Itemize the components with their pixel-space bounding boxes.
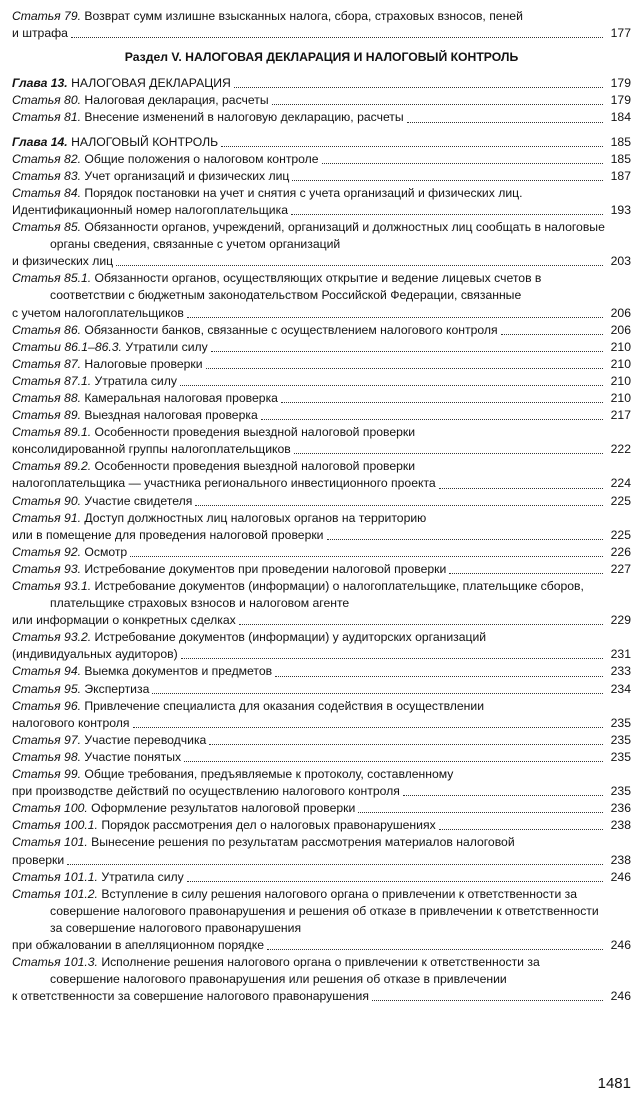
dot-leader: [195, 505, 603, 506]
toc-article-entry[interactable]: [12, 629, 631, 663]
entry-title-end: Общие положения о налоговом контроле: [81, 151, 319, 166]
entry-title-end: Утратили силу: [121, 339, 208, 354]
entry-page-number: 185: [610, 134, 631, 149]
entry-number: Статья 82.: [12, 151, 81, 166]
entry-title-end: (индивидуальных аудиторов): [12, 647, 178, 662]
entry-title: Исполнение решения налогового органа о привлечении к ответственности за совершение налогового правонарушения или решения об отказе в привлечении: [50, 955, 540, 987]
toc-article-entry[interactable]: [12, 109, 631, 126]
entry-page-number: 177: [610, 26, 631, 41]
entry-number: Статья 92.: [12, 544, 81, 559]
entry-number: Статья 93.1.: [12, 579, 92, 593]
entry-title-end: налогового контроля: [12, 715, 130, 730]
entry-title: Доступ должностных лиц налоговых органов на территорию: [81, 510, 427, 525]
dot-leader: [275, 676, 603, 677]
entry-page-number: 234: [610, 681, 631, 696]
dot-leader: [439, 488, 603, 489]
dot-leader: [181, 658, 603, 659]
section-heading: Раздел V. НАЛОГОВАЯ ДЕКЛАРАЦИЯ И НАЛОГОВЫЙ КОНТРОЛЬ: [124, 50, 519, 65]
page-number: 1481: [597, 1075, 631, 1092]
toc-article-entry[interactable]: [12, 510, 631, 544]
entry-page-number: 233: [610, 664, 631, 679]
dot-leader: [358, 812, 603, 813]
dot-leader: [206, 368, 603, 369]
toc-article-entry[interactable]: [12, 219, 631, 270]
toc-article-entry[interactable]: [12, 886, 631, 954]
entry-number: Глава 14.: [12, 134, 68, 149]
entry-number: Статья 89.2.: [12, 459, 92, 474]
dot-leader: [407, 122, 603, 123]
dot-leader: [234, 87, 603, 88]
entry-page-number: 229: [610, 613, 631, 628]
dot-leader: [187, 881, 603, 882]
dot-leader: [180, 385, 603, 386]
entry-number: Статья 98.: [12, 749, 81, 764]
dot-leader: [152, 693, 603, 694]
entry-title-end: к ответственности за совершение налогового правонарушения: [12, 989, 369, 1004]
dot-leader: [322, 163, 603, 164]
entry-page-number: 206: [610, 305, 631, 320]
toc-article-entry[interactable]: [12, 322, 631, 339]
entry-page-number: 179: [610, 76, 631, 91]
entry-title-end: Оформление результатов налоговой проверки: [87, 801, 356, 816]
entry-title: Обязанности органов, осуществляющих открытие и ведение лицевых счетов в соответствии с бюджетным законодательством Российской Федерации, связанные: [50, 271, 542, 303]
entry-number: Статья 83.: [12, 168, 81, 183]
toc-article-entry[interactable]: [12, 339, 631, 356]
toc-article-entry[interactable]: [12, 954, 631, 1005]
entry-number: Статья 101.: [12, 835, 88, 850]
dot-leader: [403, 795, 603, 796]
toc-article-entry[interactable]: [12, 493, 631, 510]
entry-number: Глава 13.: [12, 76, 68, 91]
entry-page-number: 235: [610, 749, 631, 764]
toc-chapter-entry[interactable]: [12, 134, 631, 151]
dot-leader: [221, 146, 603, 147]
entry-number: Статья 89.1.: [12, 425, 92, 440]
entry-title-end: Выездная налоговая проверка: [81, 408, 258, 423]
entry-title-end: Учет организаций и физических лиц: [81, 168, 290, 183]
entry-title-end: проверки: [12, 852, 65, 867]
entry-title-end: и физических лиц: [12, 254, 114, 269]
entry-title: Вступление в силу решения налогового органа о привлечении к ответственности за совершение налогового правонарушения и решения об отказе в привлечении к ответственности за совершение налогового правонарушения: [50, 886, 599, 935]
dot-leader: [272, 104, 603, 105]
entry-page-number: 235: [610, 715, 631, 730]
entry-number: Статья 101.1.: [12, 869, 98, 884]
entry-number: Статья 85.1.: [12, 271, 92, 286]
toc-article-entry[interactable]: [12, 185, 631, 219]
dot-leader: [267, 949, 603, 950]
entry-title-end: Экспертиза: [81, 681, 150, 696]
toc-article-entry[interactable]: [12, 578, 631, 629]
entry-number: Статья 87.1.: [12, 373, 92, 388]
entry-title-end: консолидированной группы налогоплательщиков: [12, 442, 291, 457]
entry-title-end: или в помещение для проведения налоговой проверки: [12, 527, 324, 542]
entry-page-number: 210: [610, 373, 631, 388]
entry-page-number: 235: [610, 732, 631, 747]
entry-title-end: Участие переводчика: [81, 732, 207, 747]
entry-page-number: 238: [610, 852, 631, 867]
entry-title-end: Налоговая декларация, расчеты: [81, 93, 269, 108]
dot-leader: [239, 624, 603, 625]
entry-title: Обязанности органов, учреждений, организаций и должностных лиц сообщать в налоговые органы сведения, связанные с учетом организаций: [50, 220, 605, 252]
entry-title-end: налогоплательщика — участника регионального инвестиционного проекта: [12, 476, 436, 491]
toc-article-entry[interactable]: [12, 424, 631, 458]
entry-page-number: 235: [610, 784, 631, 799]
entry-title-end: и штрафа: [12, 26, 68, 41]
toc-article-entry[interactable]: [12, 8, 631, 42]
entry-number: Статья 93.2.: [12, 630, 92, 645]
toc-article-entry[interactable]: [12, 356, 631, 373]
entry-number: Статья 91.: [12, 510, 81, 525]
entry-page-number: 203: [610, 254, 631, 269]
entry-number: Статья 93.: [12, 561, 81, 576]
entry-title-end: Налоговые проверки: [81, 356, 203, 371]
toc-chapter-entry[interactable]: [12, 75, 631, 92]
entry-page-number: 210: [610, 356, 631, 371]
dot-leader: [294, 453, 603, 454]
entry-page-number: 236: [610, 801, 631, 816]
toc-article-entry[interactable]: [12, 458, 631, 492]
entry-title: Особенности проведения выездной налоговой проверки: [91, 459, 416, 474]
entry-page-number: 193: [610, 202, 631, 217]
toc-article-entry[interactable]: [12, 561, 631, 578]
entry-title-end: Утратила силу: [97, 869, 184, 884]
table-of-contents: [12, 8, 631, 1005]
entry-page-number: 224: [610, 476, 631, 491]
toc-article-entry[interactable]: [12, 663, 631, 680]
dot-leader: [292, 180, 603, 181]
entry-title-end: Истребование документов при проведении налоговой проверки: [81, 561, 447, 576]
entry-title-end: Идентификационный номер налогоплательщика: [12, 202, 288, 217]
entry-number: Статья 79.: [12, 9, 81, 23]
entry-number: Статья 86.: [12, 322, 81, 337]
entry-number: Статья 95.: [12, 681, 81, 696]
entry-page-number: 231: [610, 647, 631, 662]
dot-leader: [187, 317, 603, 318]
toc-article-entry[interactable]: [12, 373, 631, 390]
toc-article-entry[interactable]: [12, 800, 631, 817]
entry-title-end: с учетом налогоплательщиков: [12, 305, 184, 320]
entry-page-number: 210: [610, 339, 631, 354]
entry-page-number: 217: [610, 408, 631, 423]
entry-title: Общие требования, предъявляемые к протоколу, составленному: [81, 767, 454, 782]
entry-title-end: Камеральная налоговая проверка: [81, 390, 278, 405]
toc-article-entry[interactable]: [12, 270, 631, 321]
toc-article-entry[interactable]: [12, 168, 631, 185]
dot-leader: [211, 351, 603, 352]
entry-title: Вынесение решения по результатам рассмотрения материалов налоговой: [87, 835, 515, 850]
entry-page-number: 246: [610, 989, 631, 1004]
dot-leader: [281, 402, 603, 403]
entry-page-number: 206: [610, 322, 631, 337]
toc-article-entry[interactable]: [12, 92, 631, 109]
entry-page-number: 222: [610, 442, 631, 457]
entry-title-end: Выемка документов и предметов: [81, 664, 273, 679]
entry-number: Статья 96.: [12, 698, 81, 713]
entry-page-number: 246: [610, 937, 631, 952]
entry-title-end: НАЛОГОВЫЙ КОНТРОЛЬ: [67, 134, 219, 149]
dot-leader: [449, 573, 603, 574]
entry-number: Статья 80.: [12, 93, 81, 108]
entry-number: Статья 99.: [12, 767, 81, 782]
dot-leader: [71, 37, 603, 38]
toc-article-entry[interactable]: [12, 544, 631, 561]
entry-title-end: Осмотр: [81, 544, 128, 559]
entry-page-number: 179: [610, 93, 631, 108]
entry-title: Привлечение специалиста для оказания содействия в осуществлении: [81, 698, 485, 713]
entry-number: Статья 100.1.: [12, 818, 98, 833]
entry-number: Статья 89.: [12, 408, 81, 423]
entry-number: Статья 97.: [12, 732, 81, 747]
dot-leader: [327, 539, 604, 540]
dot-leader: [116, 265, 603, 266]
entry-number: Статья 87.: [12, 356, 81, 371]
dot-leader: [133, 727, 603, 728]
toc-article-entry[interactable]: [12, 390, 631, 407]
entry-title-end: Обязанности банков, связанные с осуществлением налогового контроля: [81, 322, 498, 337]
entry-title: Истребование документов (информации) о налогоплательщике, плательщике сборов, плательщике страховых взносов и налоговом агенте: [50, 579, 584, 611]
entry-title: Истребование документов (информации) у аудиторских организаций: [91, 630, 487, 645]
entry-title-end: или информации о конкретных сделках: [12, 613, 236, 628]
entry-title-end: при обжаловании в апелляционном порядке: [12, 937, 264, 952]
entry-number: Статья 90.: [12, 493, 81, 508]
entry-title-end: Участие свидетеля: [81, 493, 193, 508]
entry-number: Статьи 86.1–86.3.: [12, 339, 122, 354]
entry-title: Особенности проведения выездной налоговой проверки: [91, 425, 416, 440]
entry-number: Статья 84.: [12, 185, 81, 200]
dot-leader: [291, 214, 603, 215]
entry-number: Статья 100.: [12, 801, 88, 816]
toc-article-entry[interactable]: [12, 749, 631, 766]
toc-article-entry[interactable]: [12, 732, 631, 749]
entry-number: Статья 101.2.: [12, 886, 98, 901]
entry-title-end: Внесение изменений в налоговую декларацию, расчеты: [81, 110, 404, 125]
entry-page-number: 187: [610, 168, 631, 183]
entry-title-end: НАЛОГОВАЯ ДЕКЛАРАЦИЯ: [67, 76, 231, 91]
toc-article-entry[interactable]: [12, 817, 631, 834]
entry-title-end: Утратила силу: [91, 373, 177, 388]
dot-leader: [372, 1000, 603, 1001]
entry-page-number: 225: [610, 527, 631, 542]
entry-number: Статья 81.: [12, 110, 81, 125]
entry-title-end: Участие понятых: [81, 749, 182, 764]
toc-article-entry[interactable]: [12, 698, 631, 732]
entry-title: Порядок постановки на учет и снятия с учета организаций и физических лиц.: [81, 185, 523, 200]
entry-number: Статья 85.: [12, 220, 81, 235]
entry-page-number: 246: [610, 869, 631, 884]
toc-article-entry[interactable]: [12, 766, 631, 800]
dot-leader: [130, 556, 603, 557]
dot-leader: [501, 334, 603, 335]
entry-number: Статья 88.: [12, 390, 81, 405]
entry-number: Статья 101.3.: [12, 955, 98, 970]
entry-title: Возврат сумм излишне взысканных налога, сбора, страховых взносов, пеней: [81, 9, 523, 23]
entry-page-number: 238: [610, 818, 631, 833]
dot-leader: [261, 419, 603, 420]
dot-leader: [67, 864, 603, 865]
dot-leader: [184, 761, 603, 762]
toc-article-entry[interactable]: [12, 869, 631, 886]
toc-article-entry[interactable]: [12, 407, 631, 424]
entry-page-number: 185: [610, 151, 631, 166]
entry-title-end: Порядок рассмотрения дел о налоговых правонарушениях: [97, 818, 436, 833]
dot-leader: [439, 829, 603, 830]
entry-number: Статья 94.: [12, 664, 81, 679]
entry-page-number: 227: [610, 561, 631, 576]
entry-page-number: 184: [610, 110, 631, 125]
dot-leader: [209, 744, 603, 745]
entry-page-number: 210: [610, 390, 631, 405]
entry-title-end: при производстве действий по осуществлению налогового контроля: [12, 784, 400, 799]
toc-article-entry[interactable]: [12, 681, 631, 698]
entry-page-number: 225: [610, 493, 631, 508]
entry-page-number: 226: [610, 544, 631, 559]
toc-article-entry[interactable]: [12, 151, 631, 168]
toc-article-entry[interactable]: [12, 834, 631, 868]
